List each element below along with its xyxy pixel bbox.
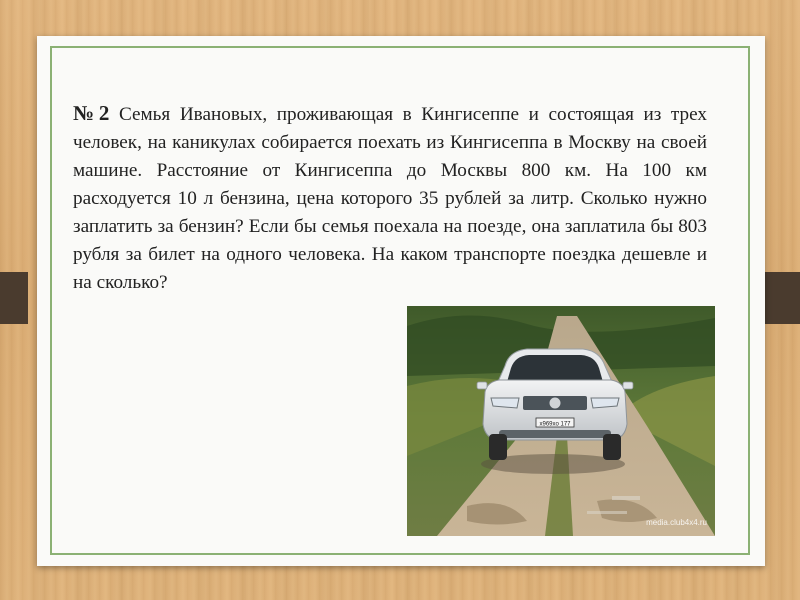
slide (37, 36, 765, 566)
problem-text (73, 99, 707, 297)
right-edge-tab (764, 272, 800, 324)
problem-body: Семья Ивановых, проживающая в Кингисеппе и состоящая из трех человек, на каникулах собирается поехать из Кингисеппа в Москву на своей машине. Расстояние от Кингисеппа до Москвы 800 км. На 100 км расходуется 10 л бензина, цена которого 35 рублей за литр. Сколько нужно заплатить за бензин? Если бы семья поехала на поезде, она заплатила бы 803 рубля за билет на одного человека. На каком транспорте поездка дешевле и на сколько? (73, 104, 707, 293)
svg-text:x969xo 177: x969xo 177 (539, 421, 571, 428)
photo-watermark: media.club4x4.ru (646, 518, 707, 527)
car-photo (407, 306, 715, 536)
problem-number: №2 (73, 101, 110, 125)
left-edge-tab (0, 272, 28, 324)
